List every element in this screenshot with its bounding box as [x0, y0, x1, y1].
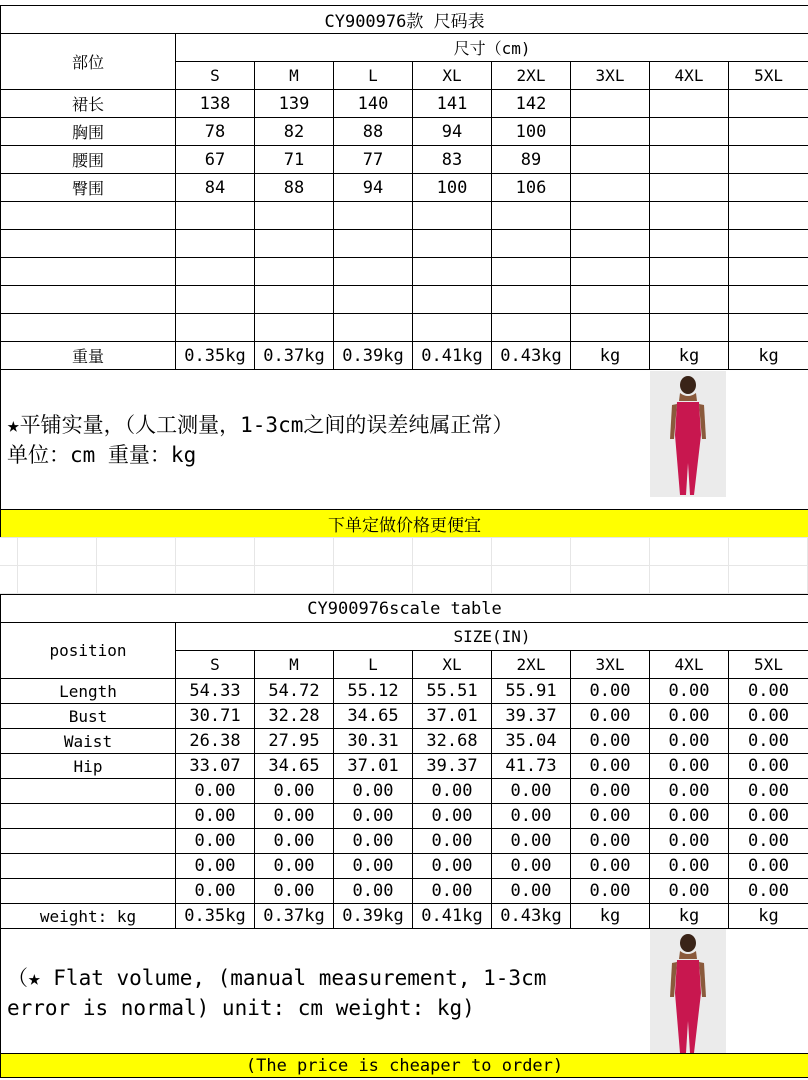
table-cell: 39.37 — [413, 754, 492, 779]
table-cell — [255, 230, 334, 258]
weight-cell: kg — [650, 904, 729, 929]
size-label: 2XL — [492, 62, 571, 90]
table-cell: 34.65 — [255, 754, 334, 779]
weight-cell: 0.37kg — [255, 904, 334, 929]
table-cell: 83 — [413, 146, 492, 174]
table-cell — [492, 230, 571, 258]
note-line: ★平铺实量，（人工测量，1-3cm之间的误差纯属正常） — [7, 413, 514, 437]
price-footer: (The price is cheaper to order) — [1, 1054, 808, 1078]
size-header: 尺寸（cm) — [176, 34, 808, 62]
table-cell — [650, 146, 729, 174]
table-cell — [176, 258, 255, 286]
table-row — [1, 679, 808, 704]
table-cell — [176, 286, 255, 314]
table-cell — [650, 90, 729, 118]
table-cell: 140 — [334, 90, 413, 118]
table-cell — [492, 314, 571, 342]
table-cell: 0.00 — [729, 704, 808, 729]
table-cell — [176, 314, 255, 342]
weight-label: weight: kg — [1, 904, 176, 929]
size-label: 3XL — [571, 651, 650, 679]
table-cell — [176, 230, 255, 258]
table-cell: 0.00 — [334, 779, 413, 804]
table-cell — [413, 230, 492, 258]
table-cell: 106 — [492, 174, 571, 202]
position-header: position — [1, 623, 176, 679]
table-cell — [334, 286, 413, 314]
note-line: error is normal) unit: cm weight: kg) — [7, 996, 475, 1020]
table-cell: 100 — [413, 174, 492, 202]
table-cell — [729, 146, 808, 174]
size-label: 2XL — [492, 651, 571, 679]
table-cell — [413, 314, 492, 342]
table-cell: 88 — [255, 174, 334, 202]
note-text — [7, 410, 513, 470]
table-cell — [729, 118, 808, 146]
table-cell — [492, 286, 571, 314]
row-label — [1, 286, 176, 314]
table-cell: 37.01 — [334, 754, 413, 779]
weight-cell: 0.39kg — [334, 342, 413, 370]
table-cell — [571, 286, 650, 314]
table-cell: 0.00 — [650, 829, 729, 854]
table-cell: 94 — [334, 174, 413, 202]
table-cell: 139 — [255, 90, 334, 118]
table-cell: 0.00 — [729, 779, 808, 804]
table-cell — [729, 174, 808, 202]
table-cell: 88 — [334, 118, 413, 146]
size-label: S — [176, 62, 255, 90]
size-label: 3XL — [571, 62, 650, 90]
table-row — [1, 854, 808, 879]
size-label: L — [334, 62, 413, 90]
table-cell — [492, 202, 571, 230]
table-cell — [571, 174, 650, 202]
table-row — [1, 286, 808, 314]
table-cell: 0.00 — [176, 804, 255, 829]
table-cell: 0.00 — [176, 779, 255, 804]
row-label — [1, 314, 176, 342]
table-cell: 0.00 — [729, 879, 808, 904]
size-label: XL — [413, 651, 492, 679]
table-cell: 0.00 — [255, 879, 334, 904]
table-cell: 0.00 — [571, 779, 650, 804]
table-row — [1, 174, 808, 202]
table-cell: 78 — [176, 118, 255, 146]
table-cell: 0.00 — [729, 854, 808, 879]
table-cell: 0.00 — [492, 779, 571, 804]
row-label — [1, 779, 176, 804]
row-label: 腰围 — [1, 146, 176, 174]
weight-row — [1, 342, 808, 370]
note-area — [1, 370, 808, 510]
table-cell — [571, 230, 650, 258]
table-cell: 77 — [334, 146, 413, 174]
row-label: Waist — [1, 729, 176, 754]
table-cell — [255, 314, 334, 342]
table-cell: 0.00 — [255, 779, 334, 804]
table-cell: 0.00 — [255, 854, 334, 879]
price-footer: 下单定做价格更便宜 — [1, 510, 808, 538]
table-cell: 0.00 — [650, 854, 729, 879]
table-cell: 0.00 — [729, 729, 808, 754]
table-cell — [334, 230, 413, 258]
table-cell — [413, 202, 492, 230]
table-cell: 0.00 — [492, 804, 571, 829]
note-line: （★ Flat volume, (manual measurement, 1-3cm — [7, 966, 547, 990]
table-cell: 0.00 — [492, 854, 571, 879]
weight-cell: 0.43kg — [492, 342, 571, 370]
table-cell — [255, 202, 334, 230]
table-cell: 33.07 — [176, 754, 255, 779]
table-cell: 0.00 — [571, 854, 650, 879]
weight-cell: kg — [729, 342, 808, 370]
table-cell: 138 — [176, 90, 255, 118]
table-row — [1, 779, 808, 804]
table-cell: 0.00 — [413, 829, 492, 854]
spreadsheet-gap — [0, 537, 808, 594]
size-label: L — [334, 651, 413, 679]
row-label — [1, 230, 176, 258]
table-cell — [650, 202, 729, 230]
weight-cell: 0.41kg — [413, 904, 492, 929]
table-cell: 0.00 — [334, 804, 413, 829]
table-cell — [571, 118, 650, 146]
table-cell — [413, 286, 492, 314]
row-label — [1, 258, 176, 286]
table-cell: 67 — [176, 146, 255, 174]
table-cell: 0.00 — [571, 804, 650, 829]
size-chart-en — [0, 594, 808, 1078]
table-cell: 0.00 — [176, 879, 255, 904]
chart-title: CY900976scale table — [1, 595, 808, 623]
model-photo — [650, 929, 726, 1054]
table-row — [1, 258, 808, 286]
table-cell — [729, 286, 808, 314]
table-row — [1, 230, 808, 258]
weight-cell: 0.35kg — [176, 904, 255, 929]
row-label: 胸围 — [1, 118, 176, 146]
table-row — [1, 118, 808, 146]
table-row — [1, 829, 808, 854]
table-row — [1, 90, 808, 118]
table-cell: 84 — [176, 174, 255, 202]
table-cell: 54.72 — [255, 679, 334, 704]
table-cell: 55.91 — [492, 679, 571, 704]
table-cell — [492, 258, 571, 286]
model-photo — [650, 371, 726, 497]
table-cell: 0.00 — [255, 829, 334, 854]
row-label — [1, 829, 176, 854]
size-label: M — [255, 651, 334, 679]
table-cell — [255, 286, 334, 314]
table-cell: 0.00 — [492, 829, 571, 854]
table-cell: 0.00 — [650, 879, 729, 904]
table-cell: 0.00 — [255, 804, 334, 829]
table-row — [1, 729, 808, 754]
table-cell: 35.04 — [492, 729, 571, 754]
note-line: 单位：cm 重量：kg — [7, 443, 197, 467]
row-label: Bust — [1, 704, 176, 729]
table-row — [1, 704, 808, 729]
table-cell: 32.28 — [255, 704, 334, 729]
table-cell — [334, 314, 413, 342]
table-cell — [650, 174, 729, 202]
table-cell: 27.95 — [255, 729, 334, 754]
table-cell — [650, 258, 729, 286]
table-cell — [255, 258, 334, 286]
table-cell: 100 — [492, 118, 571, 146]
table-cell — [729, 258, 808, 286]
table-cell: 0.00 — [571, 879, 650, 904]
table-cell: 0.00 — [650, 754, 729, 779]
table-cell — [650, 286, 729, 314]
table-cell — [729, 90, 808, 118]
table-cell: 141 — [413, 90, 492, 118]
table-cell: 26.38 — [176, 729, 255, 754]
table-cell: 0.00 — [571, 704, 650, 729]
table-cell — [571, 314, 650, 342]
weight-cell: kg — [729, 904, 808, 929]
weight-row — [1, 904, 808, 929]
table-cell — [729, 230, 808, 258]
row-label: 臀围 — [1, 174, 176, 202]
table-cell — [650, 230, 729, 258]
table-cell: 0.00 — [650, 729, 729, 754]
table-cell — [334, 258, 413, 286]
table-cell: 0.00 — [650, 704, 729, 729]
table-row — [1, 879, 808, 904]
table-cell: 0.00 — [571, 754, 650, 779]
table-cell — [334, 202, 413, 230]
table-cell: 55.12 — [334, 679, 413, 704]
table-cell: 41.73 — [492, 754, 571, 779]
table-cell — [571, 90, 650, 118]
weight-cell: 0.43kg — [492, 904, 571, 929]
weight-cell: 0.37kg — [255, 342, 334, 370]
table-row — [1, 314, 808, 342]
weight-cell: 0.41kg — [413, 342, 492, 370]
table-cell: 0.00 — [413, 779, 492, 804]
table-cell: 0.00 — [413, 854, 492, 879]
table-cell: 0.00 — [650, 679, 729, 704]
table-cell — [729, 314, 808, 342]
table-cell: 54.33 — [176, 679, 255, 704]
size-label: M — [255, 62, 334, 90]
row-label: Length — [1, 679, 176, 704]
table-row — [1, 146, 808, 174]
table-cell: 0.00 — [729, 754, 808, 779]
table-cell — [571, 146, 650, 174]
table-row — [1, 754, 808, 779]
table-cell: 71 — [255, 146, 334, 174]
table-cell: 0.00 — [334, 854, 413, 879]
weight-cell: 0.35kg — [176, 342, 255, 370]
size-label: 4XL — [650, 62, 729, 90]
table-cell: 0.00 — [571, 729, 650, 754]
note-text — [7, 963, 546, 1023]
size-header: SIZE(IN) — [176, 623, 808, 651]
note-area — [1, 929, 808, 1054]
row-label — [1, 202, 176, 230]
row-label: 裙长 — [1, 90, 176, 118]
table-cell: 32.68 — [413, 729, 492, 754]
table-cell: 0.00 — [176, 829, 255, 854]
size-chart-cn — [0, 5, 808, 538]
table-cell: 39.37 — [492, 704, 571, 729]
table-cell: 0.00 — [729, 829, 808, 854]
table-row — [1, 804, 808, 829]
row-label — [1, 804, 176, 829]
table-cell: 0.00 — [334, 829, 413, 854]
table-cell — [729, 202, 808, 230]
table-cell: 0.00 — [334, 879, 413, 904]
size-label: 5XL — [729, 62, 808, 90]
row-label — [1, 854, 176, 879]
table-cell: 37.01 — [413, 704, 492, 729]
table-cell: 0.00 — [413, 879, 492, 904]
table-row — [1, 202, 808, 230]
row-label: Hip — [1, 754, 176, 779]
table-cell: 34.65 — [334, 704, 413, 729]
table-cell: 0.00 — [650, 779, 729, 804]
table-cell: 0.00 — [729, 679, 808, 704]
table-cell — [176, 202, 255, 230]
table-cell: 94 — [413, 118, 492, 146]
weight-cell: kg — [571, 904, 650, 929]
table-cell: 89 — [492, 146, 571, 174]
size-label: 5XL — [729, 651, 808, 679]
size-label: XL — [413, 62, 492, 90]
weight-cell: 0.39kg — [334, 904, 413, 929]
position-header: 部位 — [1, 34, 176, 90]
table-cell — [413, 258, 492, 286]
table-cell: 0.00 — [176, 854, 255, 879]
weight-cell: kg — [650, 342, 729, 370]
table-cell: 30.71 — [176, 704, 255, 729]
size-label: 4XL — [650, 651, 729, 679]
table-cell — [571, 202, 650, 230]
table-cell: 30.31 — [334, 729, 413, 754]
table-cell: 0.00 — [571, 679, 650, 704]
table-cell — [650, 118, 729, 146]
weight-label: 重量 — [1, 342, 176, 370]
table-cell: 0.00 — [492, 879, 571, 904]
table-cell — [650, 314, 729, 342]
chart-title: CY900976款 尺码表 — [1, 6, 808, 34]
table-cell: 142 — [492, 90, 571, 118]
weight-cell: kg — [571, 342, 650, 370]
table-cell: 0.00 — [650, 804, 729, 829]
table-cell: 55.51 — [413, 679, 492, 704]
size-label: S — [176, 651, 255, 679]
row-label — [1, 879, 176, 904]
table-cell — [571, 258, 650, 286]
table-cell: 0.00 — [571, 829, 650, 854]
table-cell: 0.00 — [413, 804, 492, 829]
table-cell: 82 — [255, 118, 334, 146]
table-cell: 0.00 — [729, 804, 808, 829]
